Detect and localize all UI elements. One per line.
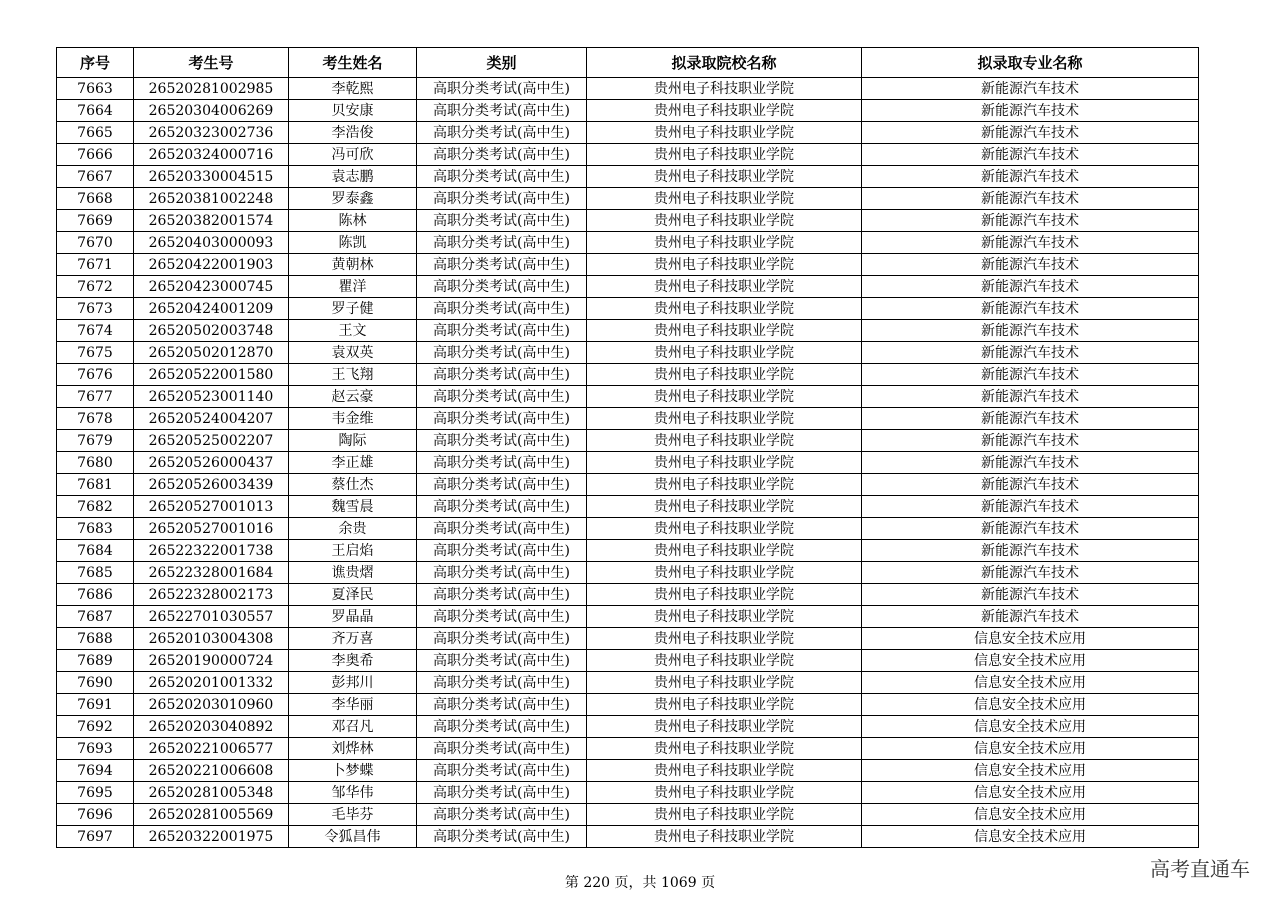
cell-exam-id: 26520424001209 [134, 298, 289, 320]
cell-category: 高职分类考试(高中生) [417, 430, 587, 452]
cell-major: 新能源汽车技术 [862, 430, 1199, 452]
cell-school: 贵州电子科技职业学院 [587, 694, 862, 716]
cell-school: 贵州电子科技职业学院 [587, 320, 862, 342]
cell-major: 新能源汽车技术 [862, 342, 1199, 364]
table-row [57, 782, 1199, 804]
table-row [57, 672, 1199, 694]
cell-major: 新能源汽车技术 [862, 276, 1199, 298]
cell-exam-id: 26520502012870 [134, 342, 289, 364]
cell-major: 信息安全技术应用 [862, 782, 1199, 804]
cell-category: 高职分类考试(高中生) [417, 562, 587, 584]
cell-category: 高职分类考试(高中生) [417, 254, 587, 276]
cell-exam-id: 26520524004207 [134, 408, 289, 430]
cell-school: 贵州电子科技职业学院 [587, 298, 862, 320]
cell-major: 新能源汽车技术 [862, 540, 1199, 562]
cell-seq: 7691 [57, 694, 134, 716]
cell-school: 贵州电子科技职业学院 [587, 100, 862, 122]
cell-name: 贝安康 [289, 100, 417, 122]
cell-school: 贵州电子科技职业学院 [587, 738, 862, 760]
cell-major: 信息安全技术应用 [862, 628, 1199, 650]
cell-major: 新能源汽车技术 [862, 386, 1199, 408]
cell-school: 贵州电子科技职业学院 [587, 364, 862, 386]
cell-exam-id: 26520201001332 [134, 672, 289, 694]
table-row [57, 386, 1199, 408]
cell-major: 新能源汽车技术 [862, 188, 1199, 210]
cell-name: 王飞翔 [289, 364, 417, 386]
cell-school: 贵州电子科技职业学院 [587, 276, 862, 298]
cell-category: 高职分类考试(高中生) [417, 232, 587, 254]
cell-seq: 7675 [57, 342, 134, 364]
cell-school: 贵州电子科技职业学院 [587, 254, 862, 276]
cell-school: 贵州电子科技职业学院 [587, 826, 862, 848]
cell-name: 黄朝林 [289, 254, 417, 276]
cell-major: 新能源汽车技术 [862, 408, 1199, 430]
cell-category: 高职分类考试(高中生) [417, 584, 587, 606]
table-row [57, 254, 1199, 276]
cell-category: 高职分类考试(高中生) [417, 452, 587, 474]
cell-category: 高职分类考试(高中生) [417, 144, 587, 166]
cell-seq: 7690 [57, 672, 134, 694]
cell-exam-id: 26520304006269 [134, 100, 289, 122]
cell-major: 新能源汽车技术 [862, 122, 1199, 144]
table-row [57, 452, 1199, 474]
cell-seq: 7671 [57, 254, 134, 276]
cell-category: 高职分类考试(高中生) [417, 276, 587, 298]
cell-exam-id: 26522322001738 [134, 540, 289, 562]
cell-school: 贵州电子科技职业学院 [587, 760, 862, 782]
table-row [57, 540, 1199, 562]
cell-category: 高职分类考试(高中生) [417, 672, 587, 694]
cell-exam-id: 26520190000724 [134, 650, 289, 672]
cell-major: 信息安全技术应用 [862, 672, 1199, 694]
cell-exam-id: 26520381002248 [134, 188, 289, 210]
cell-exam-id: 26520221006577 [134, 738, 289, 760]
cell-exam-id: 26520526003439 [134, 474, 289, 496]
cell-category: 高职分类考试(高中生) [417, 474, 587, 496]
cell-seq: 7663 [57, 78, 134, 100]
table-row [57, 496, 1199, 518]
cell-name: 齐万喜 [289, 628, 417, 650]
cell-seq: 7684 [57, 540, 134, 562]
cell-category: 高职分类考试(高中生) [417, 518, 587, 540]
table-row [57, 408, 1199, 430]
cell-seq: 7693 [57, 738, 134, 760]
cell-school: 贵州电子科技职业学院 [587, 408, 862, 430]
cell-major: 新能源汽车技术 [862, 606, 1199, 628]
cell-major: 新能源汽车技术 [862, 474, 1199, 496]
cell-exam-id: 26520527001016 [134, 518, 289, 540]
cell-name: 袁志鹏 [289, 166, 417, 188]
cell-exam-id: 26520203040892 [134, 716, 289, 738]
cell-name: 余贵 [289, 518, 417, 540]
cell-exam-id: 26520203010960 [134, 694, 289, 716]
cell-seq: 7672 [57, 276, 134, 298]
cell-exam-id: 26520502003748 [134, 320, 289, 342]
cell-school: 贵州电子科技职业学院 [587, 518, 862, 540]
cell-exam-id: 26520281002985 [134, 78, 289, 100]
cell-exam-id: 26520324000716 [134, 144, 289, 166]
table-row [57, 694, 1199, 716]
cell-name: 蔡仕杰 [289, 474, 417, 496]
table-row [57, 518, 1199, 540]
table-row [57, 122, 1199, 144]
cell-exam-id: 26522328002173 [134, 584, 289, 606]
table-row [57, 210, 1199, 232]
cell-name: 李正雄 [289, 452, 417, 474]
header-exam-id: 考生号 [134, 48, 289, 78]
cell-exam-id: 26520281005569 [134, 804, 289, 826]
cell-major: 新能源汽车技术 [862, 518, 1199, 540]
cell-school: 贵州电子科技职业学院 [587, 496, 862, 518]
corner-watermark-label: 高考直通车 [1150, 857, 1250, 881]
cell-seq: 7676 [57, 364, 134, 386]
cell-exam-id: 26522328001684 [134, 562, 289, 584]
cell-seq: 7688 [57, 628, 134, 650]
cell-seq: 7667 [57, 166, 134, 188]
cell-name: 王启焰 [289, 540, 417, 562]
cell-name: 李浩俊 [289, 122, 417, 144]
cell-exam-id: 26520525002207 [134, 430, 289, 452]
cell-school: 贵州电子科技职业学院 [587, 562, 862, 584]
table-row [57, 298, 1199, 320]
admission-table [56, 47, 1199, 848]
cell-name: 冯可欣 [289, 144, 417, 166]
cell-major: 新能源汽车技术 [862, 562, 1199, 584]
cell-seq: 7680 [57, 452, 134, 474]
cell-category: 高职分类考试(高中生) [417, 408, 587, 430]
table-row [57, 584, 1199, 606]
cell-exam-id: 26520422001903 [134, 254, 289, 276]
cell-seq: 7674 [57, 320, 134, 342]
table-row [57, 166, 1199, 188]
cell-major: 新能源汽车技术 [862, 584, 1199, 606]
cell-exam-id: 26520527001013 [134, 496, 289, 518]
cell-category: 高职分类考试(高中生) [417, 320, 587, 342]
table-row [57, 342, 1199, 364]
cell-name: 李乾熙 [289, 78, 417, 100]
cell-category: 高职分类考试(高中生) [417, 100, 587, 122]
cell-school: 贵州电子科技职业学院 [587, 342, 862, 364]
cell-major: 信息安全技术应用 [862, 650, 1199, 672]
cell-seq: 7665 [57, 122, 134, 144]
cell-exam-id: 26520221006608 [134, 760, 289, 782]
cell-school: 贵州电子科技职业学院 [587, 606, 862, 628]
header-school: 拟录取院校名称 [587, 48, 862, 78]
cell-category: 高职分类考试(高中生) [417, 606, 587, 628]
cell-seq: 7668 [57, 188, 134, 210]
cell-major: 信息安全技术应用 [862, 826, 1199, 848]
cell-name: 毛毕芬 [289, 804, 417, 826]
cell-major: 新能源汽车技术 [862, 100, 1199, 122]
cell-category: 高职分类考试(高中生) [417, 122, 587, 144]
cell-category: 高职分类考试(高中生) [417, 386, 587, 408]
cell-name: 陈林 [289, 210, 417, 232]
cell-school: 贵州电子科技职业学院 [587, 122, 862, 144]
cell-major: 新能源汽车技术 [862, 78, 1199, 100]
cell-exam-id: 26520103004308 [134, 628, 289, 650]
cell-category: 高职分类考试(高中生) [417, 342, 587, 364]
cell-category: 高职分类考试(高中生) [417, 364, 587, 386]
cell-seq: 7692 [57, 716, 134, 738]
cell-name: 袁双英 [289, 342, 417, 364]
cell-category: 高职分类考试(高中生) [417, 298, 587, 320]
header-category: 类别 [417, 48, 587, 78]
cell-name: 李华丽 [289, 694, 417, 716]
cell-exam-id: 26520403000093 [134, 232, 289, 254]
cell-name: 罗子健 [289, 298, 417, 320]
table-row [57, 606, 1199, 628]
cell-name: 魏雪晨 [289, 496, 417, 518]
table-header [57, 48, 1199, 78]
table-row [57, 232, 1199, 254]
cell-school: 贵州电子科技职业学院 [587, 452, 862, 474]
cell-seq: 7697 [57, 826, 134, 848]
cell-exam-id: 26520281005348 [134, 782, 289, 804]
cell-name: 夏泽民 [289, 584, 417, 606]
cell-major: 新能源汽车技术 [862, 298, 1199, 320]
table-row [57, 144, 1199, 166]
cell-category: 高职分类考试(高中生) [417, 716, 587, 738]
cell-school: 贵州电子科技职业学院 [587, 650, 862, 672]
cell-category: 高职分类考试(高中生) [417, 738, 587, 760]
header-seq: 序号 [57, 48, 134, 78]
table-row [57, 430, 1199, 452]
cell-name: 罗泰鑫 [289, 188, 417, 210]
cell-seq: 7687 [57, 606, 134, 628]
table-row [57, 804, 1199, 826]
cell-school: 贵州电子科技职业学院 [587, 628, 862, 650]
cell-school: 贵州电子科技职业学院 [587, 474, 862, 496]
cell-seq: 7664 [57, 100, 134, 122]
cell-name: 陶际 [289, 430, 417, 452]
cell-name: 邓召凡 [289, 716, 417, 738]
cell-school: 贵州电子科技职业学院 [587, 166, 862, 188]
table-row [57, 276, 1199, 298]
table-row [57, 826, 1199, 848]
cell-name: 卜梦蝶 [289, 760, 417, 782]
cell-school: 贵州电子科技职业学院 [587, 188, 862, 210]
cell-name: 韦金维 [289, 408, 417, 430]
cell-exam-id: 26520522001580 [134, 364, 289, 386]
cell-category: 高职分类考试(高中生) [417, 540, 587, 562]
cell-seq: 7677 [57, 386, 134, 408]
cell-category: 高职分类考试(高中生) [417, 166, 587, 188]
cell-school: 贵州电子科技职业学院 [587, 804, 862, 826]
cell-name: 邹华伟 [289, 782, 417, 804]
cell-seq: 7686 [57, 584, 134, 606]
cell-major: 信息安全技术应用 [862, 716, 1199, 738]
cell-name: 刘烨林 [289, 738, 417, 760]
cell-school: 贵州电子科技职业学院 [587, 386, 862, 408]
cell-exam-id: 26520323002736 [134, 122, 289, 144]
header-major: 拟录取专业名称 [862, 48, 1199, 78]
cell-major: 新能源汽车技术 [862, 254, 1199, 276]
cell-exam-id: 26520330004515 [134, 166, 289, 188]
cell-major: 信息安全技术应用 [862, 804, 1199, 826]
cell-seq: 7666 [57, 144, 134, 166]
cell-name: 陈凯 [289, 232, 417, 254]
cell-major: 信息安全技术应用 [862, 694, 1199, 716]
header-row [57, 48, 1199, 78]
table-row [57, 716, 1199, 738]
cell-seq: 7683 [57, 518, 134, 540]
cell-seq: 7695 [57, 782, 134, 804]
table-row [57, 562, 1199, 584]
cell-category: 高职分类考试(高中生) [417, 496, 587, 518]
cell-name: 李奥希 [289, 650, 417, 672]
cell-name: 瞿洋 [289, 276, 417, 298]
table-row [57, 628, 1199, 650]
cell-category: 高职分类考试(高中生) [417, 804, 587, 826]
cell-school: 贵州电子科技职业学院 [587, 716, 862, 738]
cell-name: 罗晶晶 [289, 606, 417, 628]
cell-school: 贵州电子科技职业学院 [587, 584, 862, 606]
cell-school: 贵州电子科技职业学院 [587, 672, 862, 694]
cell-seq: 7673 [57, 298, 134, 320]
cell-exam-id: 26522701030557 [134, 606, 289, 628]
cell-school: 贵州电子科技职业学院 [587, 144, 862, 166]
cell-name: 王文 [289, 320, 417, 342]
cell-name: 彭邦川 [289, 672, 417, 694]
cell-exam-id: 26520523001140 [134, 386, 289, 408]
cell-category: 高职分类考试(高中生) [417, 694, 587, 716]
cell-school: 贵州电子科技职业学院 [587, 78, 862, 100]
cell-school: 贵州电子科技职业学院 [587, 210, 862, 232]
cell-category: 高职分类考试(高中生) [417, 782, 587, 804]
cell-major: 新能源汽车技术 [862, 232, 1199, 254]
table-row [57, 738, 1199, 760]
cell-name: 令狐昌伟 [289, 826, 417, 848]
cell-major: 信息安全技术应用 [862, 738, 1199, 760]
header-name: 考生姓名 [289, 48, 417, 78]
cell-name: 谯贵熠 [289, 562, 417, 584]
page-footer: 第 220 页，共 1069 页 [564, 875, 716, 891]
cell-seq: 7681 [57, 474, 134, 496]
cell-exam-id: 26520423000745 [134, 276, 289, 298]
table-row [57, 364, 1199, 386]
cell-school: 贵州电子科技职业学院 [587, 232, 862, 254]
cell-school: 贵州电子科技职业学院 [587, 782, 862, 804]
cell-major: 新能源汽车技术 [862, 496, 1199, 518]
cell-seq: 7696 [57, 804, 134, 826]
cell-seq: 7682 [57, 496, 134, 518]
cell-category: 高职分类考试(高中生) [417, 826, 587, 848]
cell-major: 新能源汽车技术 [862, 364, 1199, 386]
cell-exam-id: 26520526000437 [134, 452, 289, 474]
cell-seq: 7685 [57, 562, 134, 584]
cell-category: 高职分类考试(高中生) [417, 628, 587, 650]
cell-major: 信息安全技术应用 [862, 760, 1199, 782]
cell-seq: 7678 [57, 408, 134, 430]
cell-exam-id: 26520382001574 [134, 210, 289, 232]
cell-category: 高职分类考试(高中生) [417, 760, 587, 782]
table-row [57, 78, 1199, 100]
cell-category: 高职分类考试(高中生) [417, 188, 587, 210]
cell-school: 贵州电子科技职业学院 [587, 430, 862, 452]
cell-major: 新能源汽车技术 [862, 144, 1199, 166]
cell-seq: 7694 [57, 760, 134, 782]
cell-exam-id: 26520322001975 [134, 826, 289, 848]
cell-major: 新能源汽车技术 [862, 452, 1199, 474]
table-row [57, 320, 1199, 342]
cell-major: 新能源汽车技术 [862, 210, 1199, 232]
cell-school: 贵州电子科技职业学院 [587, 540, 862, 562]
cell-seq: 7670 [57, 232, 134, 254]
cell-name: 赵云豪 [289, 386, 417, 408]
cell-category: 高职分类考试(高中生) [417, 210, 587, 232]
cell-seq: 7689 [57, 650, 134, 672]
table-row [57, 188, 1199, 210]
table-row [57, 100, 1199, 122]
cell-major: 新能源汽车技术 [862, 320, 1199, 342]
table-body [57, 78, 1199, 848]
cell-seq: 7669 [57, 210, 134, 232]
cell-category: 高职分类考试(高中生) [417, 650, 587, 672]
table-row [57, 760, 1199, 782]
table-row [57, 650, 1199, 672]
cell-seq: 7679 [57, 430, 134, 452]
cell-major: 新能源汽车技术 [862, 166, 1199, 188]
cell-category: 高职分类考试(高中生) [417, 78, 587, 100]
table-row [57, 474, 1199, 496]
